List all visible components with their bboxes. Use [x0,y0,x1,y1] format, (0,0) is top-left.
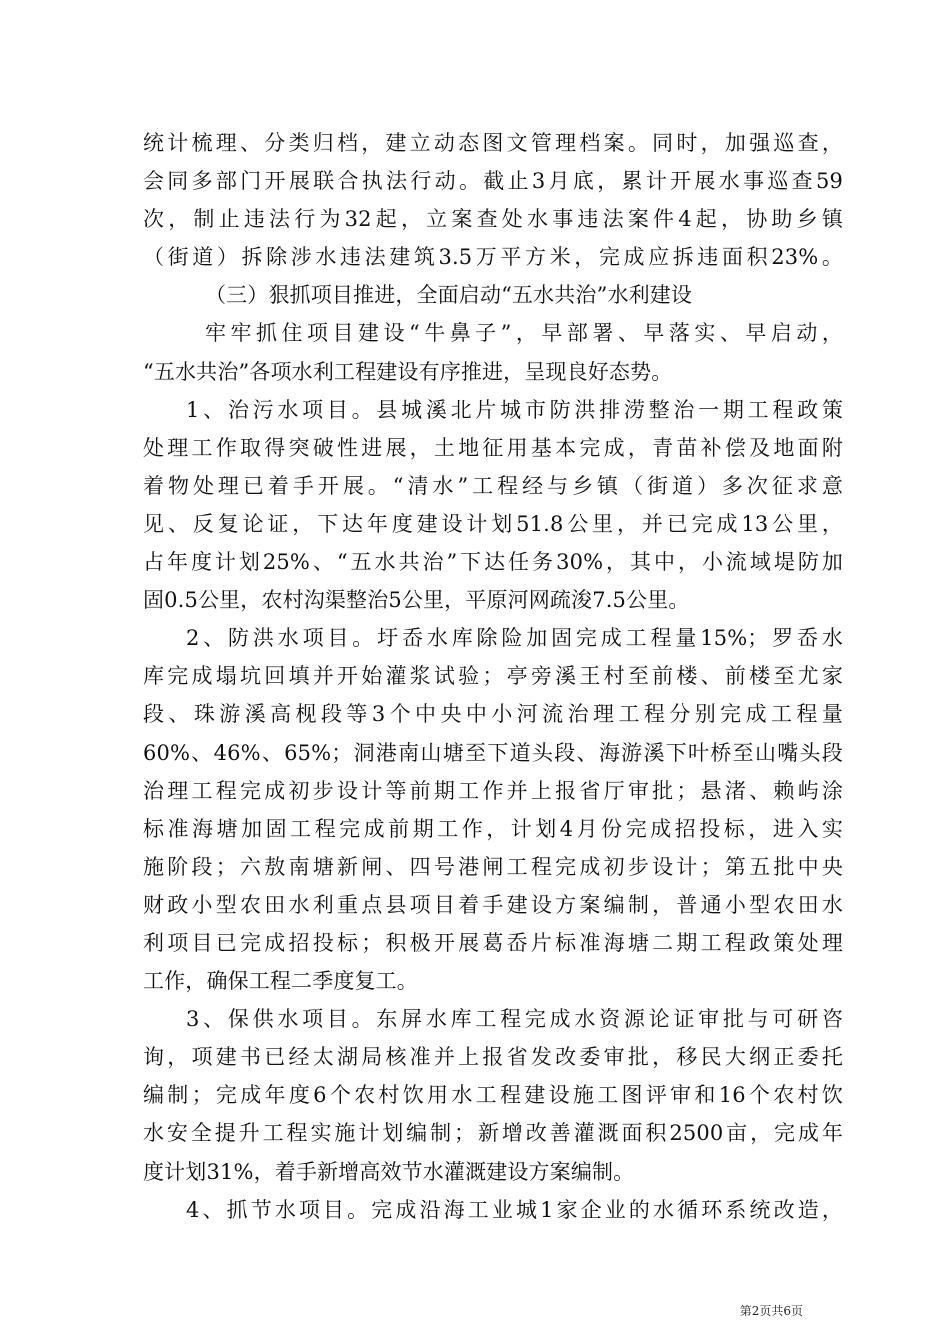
body-line: 施阶段；六敖南塘新闸、四号港闸工程完成初步设计；第五批中央 [143,854,843,879]
body-line: 询，项建书已经太湖局核准并上报省发改委审批，移民大纲正委托 [143,1045,843,1070]
body-line: 1、治污水项目。县城溪北片城市防洪排涝整治一期工程政策 [186,397,843,422]
body-line: 统计梳理、分类归档，建立动态图文管理档案。同时，加强巡查， [143,131,843,155]
body-line: 治理工程完成初步设计等前期工作并上报省厅审批；悬渚、赖屿涂 [143,778,843,803]
body-line: 财政小型农田水利重点县项目着手建设方案编制，普通小型农田水 [143,892,843,917]
body-line: “五水共治”各项水利工程建设有序推进，呈现良好态势。 [143,359,673,384]
body-line: 固0.5公里，农村沟渠整治5公里，平原河网疏浚7.5公里。 [143,588,690,613]
body-line: 标准海塘加固工程完成前期工作，计划4月份完成招投标，进入实 [143,816,843,841]
body-line: 度计划31%，着手新增高效节水灌溉建设方案编制。 [143,1159,635,1184]
body-line: 会同多部门开展联合执法行动。截止3月底，累计开展水事巡查59 [143,169,843,194]
page-number: 第2页共6页 [739,1304,803,1318]
body-line: 2、防洪水项目。圩岙水库除险加固完成工程量15%；罗岙水 [186,626,843,651]
body-line: 4、抓节水项目。完成沿海工业城1家企业的水循环系统改造， [186,1197,843,1222]
body-line: 次，制止违法行为32起，立案查处水事违法案件4起，协助乡镇 [143,207,843,232]
body-line: 利项目已完成招投标；积极开展葛岙片标准海塘二期工程政策处理 [143,930,843,955]
body-line: 着物处理已着手开展。“清水”工程经与乡镇（街道）多次征求意 [143,473,843,498]
document-body [143,124,843,1229]
body-line: 3、保供水项目。东屏水库工程完成水资源论证审批与可研咨 [186,1007,843,1032]
body-line: 占年度计划25%、“五水共治”下达任务30%，其中，小流域堤防加 [143,550,843,575]
body-line: 库完成塌坑回填并开始灌浆试验；亭旁溪王村至前楼、前楼至尤家 [143,664,843,689]
body-line: 见、反复论证，下达年度建设计划51.8公里，并已完成13公里， [143,511,843,536]
body-line: 工作，确保工程二季度复工。 [143,969,418,994]
body-line: （街道）拆除涉水违法建筑3.5万平方米，完成应拆违面积23%。 [143,245,843,270]
section-heading: （三）狠抓项目推进，全面启动“五水共治”水利建设 [205,283,693,308]
body-line: 处理工作取得突破性进展，土地征用基本完成，青苗补偿及地面附 [143,435,843,460]
body-line: 段、珠游溪高枧段等3个中央中小河流治理工程分别完成工程量 [143,702,843,727]
body-line: 编制；完成年度6个农村饮用水工程建设施工图评审和16个农村饮 [143,1083,843,1108]
body-line: 60%、46%、65%；洞港南山塘至下道头段、海游溪下叶桥至山嘴头段 [143,740,843,765]
body-line: 牢牢抓住项目建设“牛鼻子”，早部署、早落实、早启动， [205,321,843,346]
body-line: 水安全提升工程实施计划编制；新增改善灌溉面积2500亩，完成年 [143,1121,843,1146]
